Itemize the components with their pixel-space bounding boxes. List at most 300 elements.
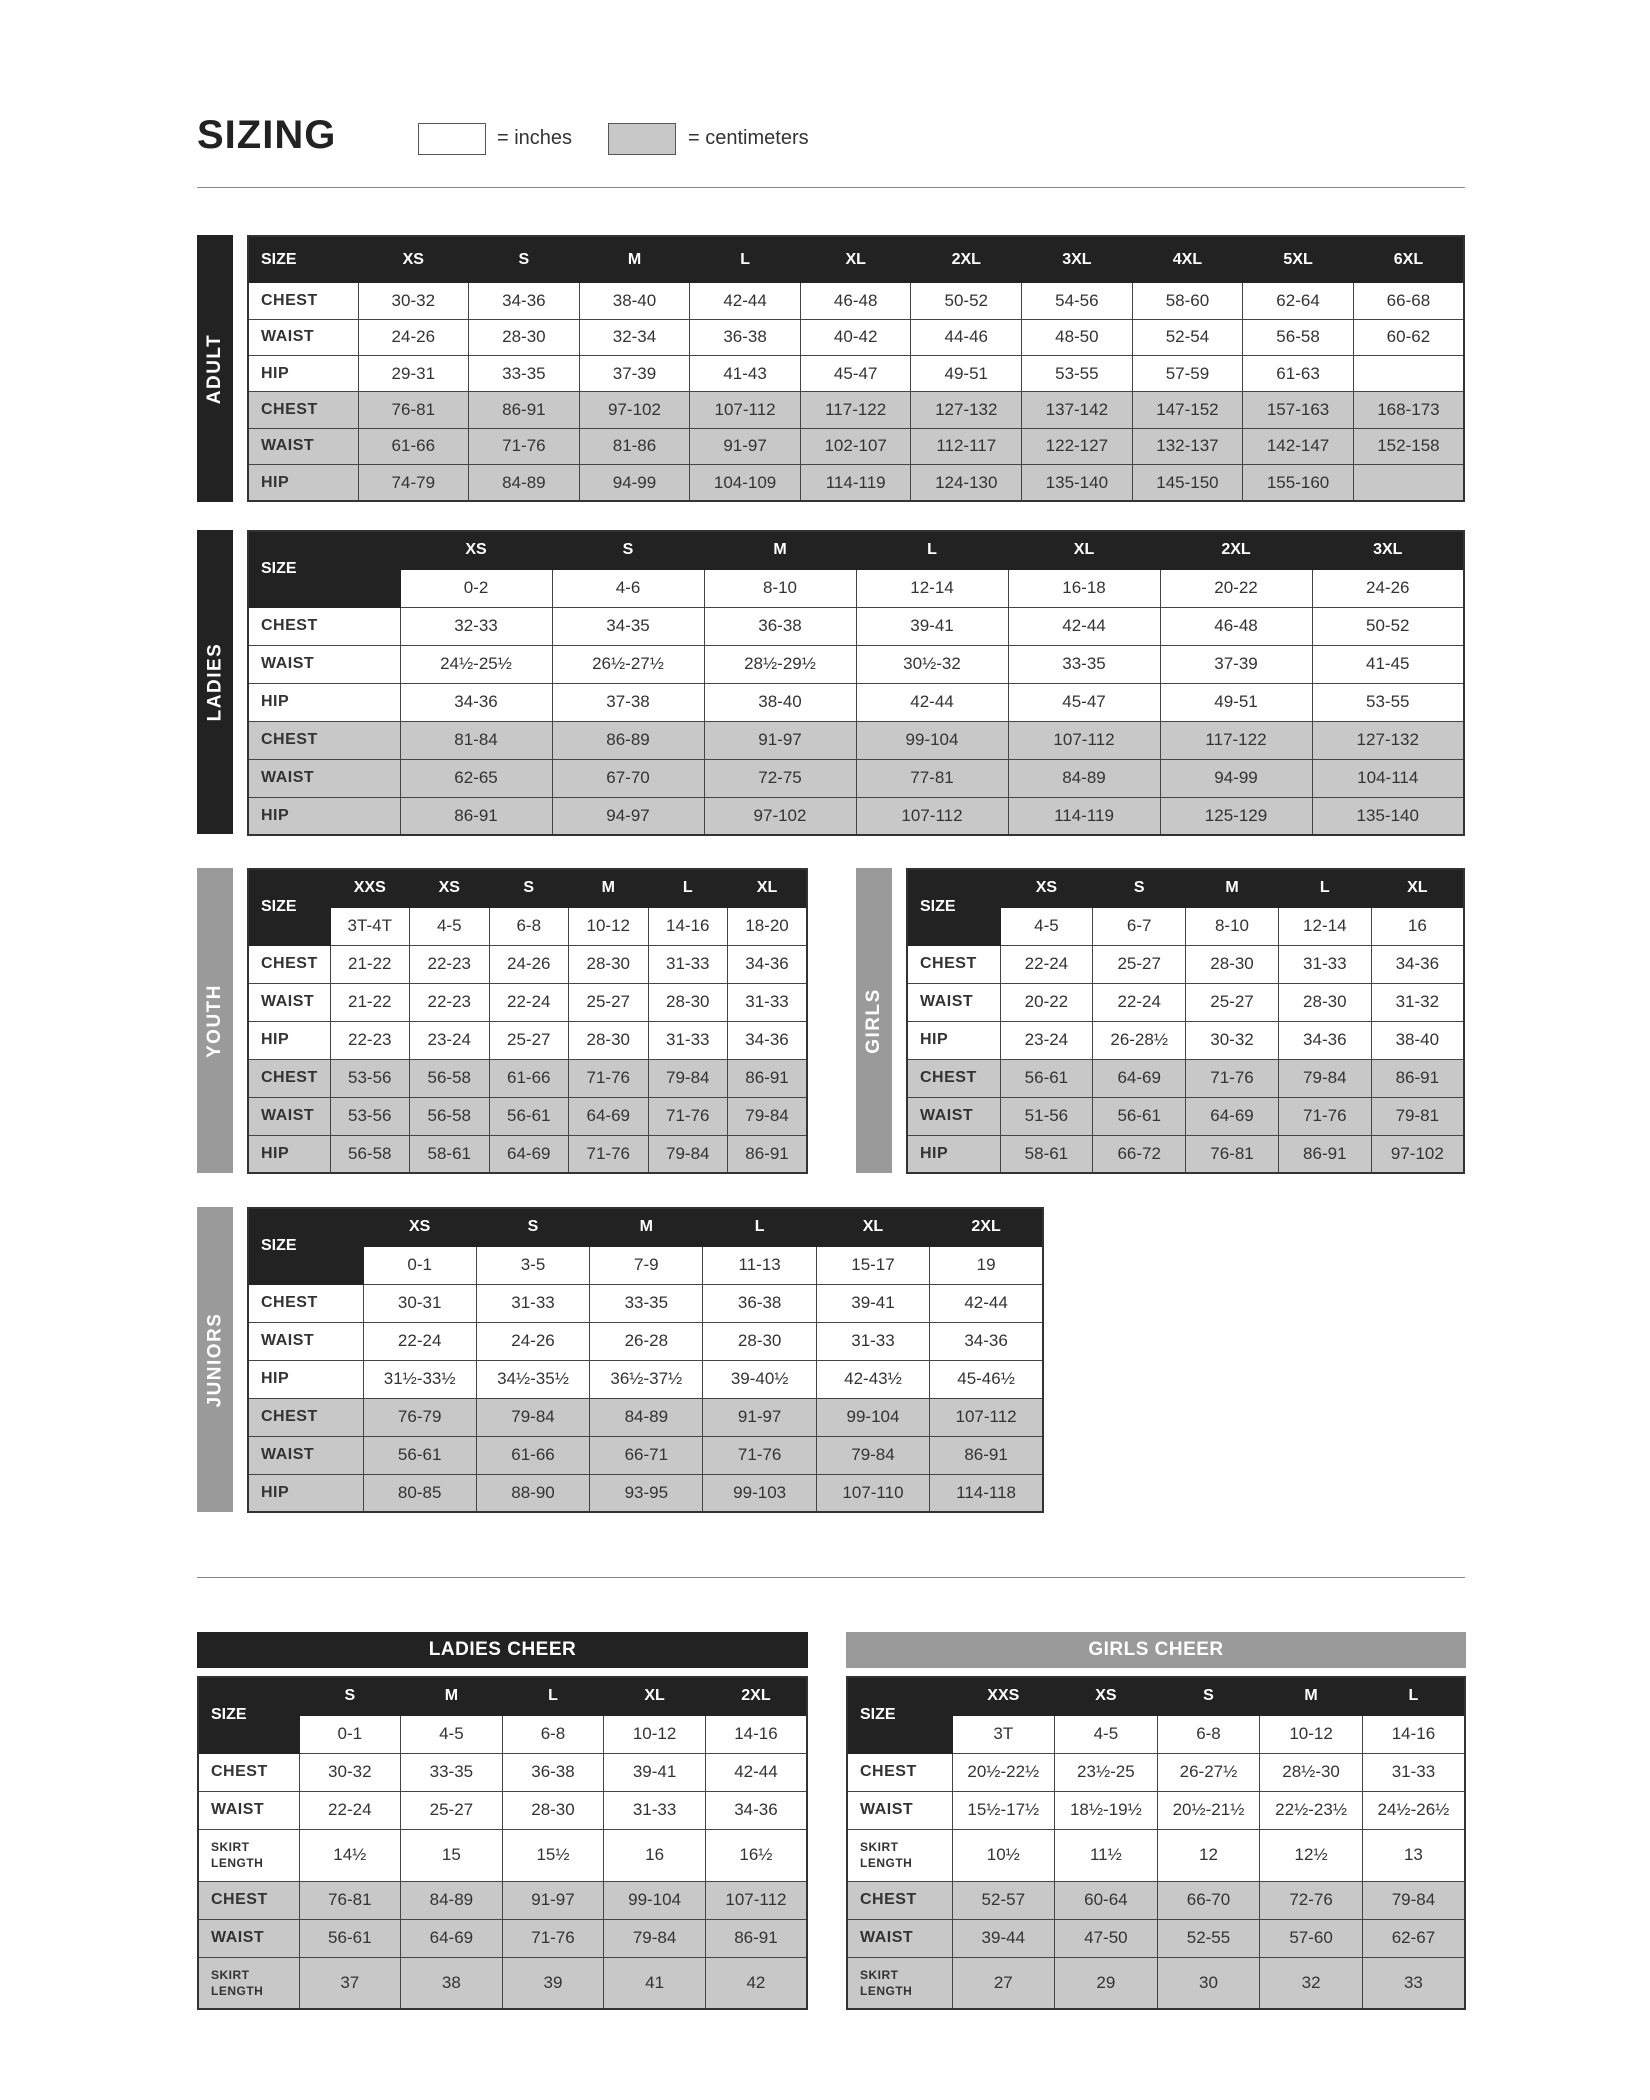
measurement-value: 41-43	[690, 355, 801, 391]
measurement-value: 77-81	[856, 759, 1008, 797]
adult-label: ADULT	[197, 235, 233, 502]
measurement-value: 12	[1157, 1829, 1260, 1881]
numeric-size-row	[248, 1246, 1043, 1284]
measurement-value: 45-46½	[930, 1360, 1043, 1398]
row-label: WAIST	[198, 1919, 299, 1957]
size-header: L	[703, 1208, 816, 1246]
measurement-row	[248, 1097, 807, 1135]
measurement-value: 84-89	[1008, 759, 1160, 797]
measurement-value	[1353, 355, 1464, 391]
numeric-size: 10-12	[604, 1715, 706, 1753]
size-header: M	[1186, 869, 1279, 907]
measurement-value: 124-130	[911, 465, 1022, 501]
row-label: HIP	[248, 797, 400, 835]
inches-swatch	[418, 123, 486, 155]
size-header: S	[469, 236, 580, 283]
numeric-size-row	[248, 907, 807, 945]
size-header: L	[1362, 1677, 1465, 1715]
measurement-row	[907, 1059, 1464, 1097]
numeric-size: 8-10	[704, 569, 856, 607]
measurement-value: 25-27	[1093, 945, 1186, 983]
numeric-size: 16	[1371, 907, 1464, 945]
centimeters-legend-label: = centimeters	[688, 127, 809, 149]
measurement-value: 168-173	[1353, 392, 1464, 428]
measurement-value: 36-38	[502, 1753, 604, 1791]
row-label: HIP	[248, 1021, 330, 1059]
measurement-value: 107-112	[1008, 721, 1160, 759]
measurement-value: 114-118	[930, 1474, 1043, 1512]
measurement-row	[907, 1021, 1464, 1059]
size-header: XXS	[330, 869, 410, 907]
measurement-value: 107-112	[690, 392, 801, 428]
measurement-row	[248, 607, 1464, 645]
measurement-value: 71-76	[502, 1919, 604, 1957]
measurement-value: 42	[705, 1957, 807, 2009]
numeric-size: 6-8	[1157, 1715, 1260, 1753]
numeric-size: 14-16	[648, 907, 728, 945]
size-header: XL	[728, 869, 808, 907]
measurement-row	[248, 1059, 807, 1097]
measurement-value: 31-33	[648, 945, 728, 983]
measurement-value: 79-84	[1362, 1881, 1465, 1919]
measurement-row	[248, 283, 1464, 319]
numeric-size: 10-12	[1260, 1715, 1363, 1753]
size-header: XS	[363, 1208, 476, 1246]
measurement-row	[248, 1322, 1043, 1360]
row-label: WAIST	[248, 1436, 363, 1474]
numeric-size: 4-5	[410, 907, 490, 945]
measurement-row	[248, 319, 1464, 355]
measurement-value: 58-61	[1000, 1135, 1093, 1173]
size-header-label: SIZE	[198, 1677, 299, 1753]
measurement-value: 56-61	[489, 1097, 569, 1135]
ladies-size-table	[247, 530, 1465, 836]
measurement-value: 56-61	[299, 1919, 401, 1957]
row-label: HIP	[248, 683, 400, 721]
measurement-value: 157-163	[1243, 392, 1354, 428]
measurement-value: 27	[952, 1957, 1055, 2009]
cheer-divider	[197, 1577, 1465, 1578]
row-label: WAIST	[248, 983, 330, 1021]
adult-section	[197, 235, 1465, 502]
measurement-value: 28-30	[502, 1791, 604, 1829]
measurement-value: 155-160	[1243, 465, 1354, 501]
measurement-value: 71-76	[703, 1436, 816, 1474]
measurement-value: 25-27	[569, 983, 649, 1021]
size-header-row	[198, 1677, 807, 1715]
row-label: CHEST	[907, 945, 1000, 983]
measurement-row	[847, 1791, 1465, 1829]
measurement-value: 107-112	[705, 1881, 807, 1919]
measurement-row	[907, 1097, 1464, 1135]
row-label: CHEST	[248, 721, 400, 759]
page-title: SIZING	[197, 113, 337, 157]
measurement-value: 26-27½	[1157, 1753, 1260, 1791]
measurement-value: 38-40	[704, 683, 856, 721]
measurement-value: 13	[1362, 1829, 1465, 1881]
measurement-value: 22-23	[410, 945, 490, 983]
size-header-label: SIZE	[847, 1677, 952, 1753]
measurement-value: 86-91	[1278, 1135, 1371, 1173]
numeric-size: 0-1	[363, 1246, 476, 1284]
row-label: CHEST	[248, 392, 358, 428]
size-header: XS	[400, 531, 552, 569]
numeric-size: 6-7	[1093, 907, 1186, 945]
measurement-value: 86-91	[930, 1436, 1043, 1474]
measurement-row	[198, 1753, 807, 1791]
size-header: L	[502, 1677, 604, 1715]
measurement-value: 91-97	[703, 1398, 816, 1436]
measurement-value: 86-91	[1371, 1059, 1464, 1097]
measurement-value: 32	[1260, 1957, 1363, 2009]
measurement-value: 15½-17½	[952, 1791, 1055, 1829]
measurement-row	[248, 1436, 1043, 1474]
measurement-value: 66-68	[1353, 283, 1464, 319]
measurement-row	[248, 1398, 1043, 1436]
measurement-value: 45-47	[800, 355, 911, 391]
measurement-value: 28-30	[703, 1322, 816, 1360]
measurement-value: 66-72	[1093, 1135, 1186, 1173]
measurement-value: 31-33	[816, 1322, 929, 1360]
measurement-row	[907, 945, 1464, 983]
size-header: 2XL	[705, 1677, 807, 1715]
measurement-value: 79-84	[604, 1919, 706, 1957]
measurement-value: 38	[401, 1957, 503, 2009]
measurement-value: 25-27	[489, 1021, 569, 1059]
measurement-value: 125-129	[1160, 797, 1312, 835]
size-header-label: SIZE	[248, 1208, 363, 1284]
row-label: WAIST	[248, 319, 358, 355]
measurement-value: 24½-26½	[1362, 1791, 1465, 1829]
measurement-value: 61-63	[1243, 355, 1354, 391]
numeric-size-row	[248, 569, 1464, 607]
measurement-value: 29-31	[358, 355, 469, 391]
measurement-value: 76-81	[299, 1881, 401, 1919]
numeric-size: 11-13	[703, 1246, 816, 1284]
size-header: S	[1157, 1677, 1260, 1715]
ladies-cheer-title: LADIES CHEER	[197, 1632, 808, 1668]
measurement-value: 26-28½	[1093, 1021, 1186, 1059]
measurement-value: 22-24	[1093, 983, 1186, 1021]
size-header: S	[299, 1677, 401, 1715]
measurement-value: 21-22	[330, 945, 410, 983]
measurement-row	[907, 983, 1464, 1021]
measurement-value: 39-41	[604, 1753, 706, 1791]
numeric-size: 20-22	[1160, 569, 1312, 607]
measurement-value: 41	[604, 1957, 706, 2009]
size-header-row	[248, 531, 1464, 569]
measurement-row	[198, 1919, 807, 1957]
row-label: SKIRT LENGTH	[198, 1829, 299, 1881]
size-header: XL	[1008, 531, 1160, 569]
girls-label: GIRLS	[856, 868, 892, 1173]
size-header-row	[248, 236, 1464, 283]
measurement-value: 54-56	[1022, 283, 1133, 319]
measurement-value: 30-32	[358, 283, 469, 319]
measurement-value: 79-84	[648, 1059, 728, 1097]
measurement-value: 62-64	[1243, 283, 1354, 319]
measurement-value: 28½-30	[1260, 1753, 1363, 1791]
measurement-row	[847, 1919, 1465, 1957]
measurement-value: 31-33	[604, 1791, 706, 1829]
measurement-value: 29	[1055, 1957, 1158, 2009]
measurement-value: 22-23	[410, 983, 490, 1021]
measurement-value: 56-61	[1000, 1059, 1093, 1097]
row-label: WAIST	[248, 1097, 330, 1135]
measurement-value: 33-35	[401, 1753, 503, 1791]
measurement-value: 34-36	[930, 1322, 1043, 1360]
numeric-size: 15-17	[816, 1246, 929, 1284]
measurement-value: 114-119	[1008, 797, 1160, 835]
measurement-value: 30-31	[363, 1284, 476, 1322]
measurement-row	[847, 1829, 1465, 1881]
numeric-size: 14-16	[705, 1715, 807, 1753]
measurement-value: 23-24	[410, 1021, 490, 1059]
measurement-value: 64-69	[489, 1135, 569, 1173]
measurement-value: 99-104	[816, 1398, 929, 1436]
size-header: S	[1093, 869, 1186, 907]
measurement-value: 41-45	[1312, 645, 1464, 683]
measurement-value: 34½-35½	[476, 1360, 589, 1398]
measurement-value: 64-69	[1186, 1097, 1279, 1135]
measurement-row	[198, 1957, 807, 2009]
measurement-value: 33-35	[469, 355, 580, 391]
measurement-value: 42-44	[690, 283, 801, 319]
girls-cheer-table	[846, 1676, 1466, 2010]
measurement-value: 79-84	[476, 1398, 589, 1436]
measurement-value: 20½-21½	[1157, 1791, 1260, 1829]
measurement-value: 84-89	[469, 465, 580, 501]
measurement-value: 52-54	[1132, 319, 1243, 355]
measurement-value: 39-40½	[703, 1360, 816, 1398]
measurement-value: 53-56	[330, 1059, 410, 1097]
measurement-value: 117-122	[1160, 721, 1312, 759]
header-divider	[197, 187, 1465, 188]
measurement-value: 28-30	[469, 319, 580, 355]
measurement-value: 79-84	[1278, 1059, 1371, 1097]
measurement-value: 56-61	[1093, 1097, 1186, 1135]
measurement-value: 52-55	[1157, 1919, 1260, 1957]
measurement-value: 33	[1362, 1957, 1465, 2009]
row-label: CHEST	[248, 945, 330, 983]
measurement-value: 25-27	[1186, 983, 1279, 1021]
measurement-value: 86-91	[728, 1135, 808, 1173]
row-label: WAIST	[248, 645, 400, 683]
row-label: SKIRT LENGTH	[847, 1957, 952, 2009]
size-header: 3XL	[1312, 531, 1464, 569]
size-header: XL	[604, 1677, 706, 1715]
measurement-row	[907, 1135, 1464, 1173]
numeric-size: 8-10	[1186, 907, 1279, 945]
measurement-value: 25-27	[401, 1791, 503, 1829]
measurement-value: 71-76	[1278, 1097, 1371, 1135]
measurement-value: 31-33	[1278, 945, 1371, 983]
measurement-value: 30	[1157, 1957, 1260, 2009]
measurement-value: 91-97	[502, 1881, 604, 1919]
measurement-value: 74-79	[358, 465, 469, 501]
measurement-value: 26-28	[590, 1322, 703, 1360]
row-label: HIP	[907, 1135, 1000, 1173]
measurement-value: 22½-23½	[1260, 1791, 1363, 1829]
measurement-value: 33-35	[1008, 645, 1160, 683]
measurement-value: 93-95	[590, 1474, 703, 1512]
measurement-value: 80-85	[363, 1474, 476, 1512]
measurement-value: 36-38	[704, 607, 856, 645]
row-label: CHEST	[198, 1881, 299, 1919]
girls-section	[856, 868, 1465, 1173]
size-header: M	[579, 236, 690, 283]
measurement-value: 152-158	[1353, 428, 1464, 464]
measurement-value: 21-22	[330, 983, 410, 1021]
measurement-value: 34-36	[728, 1021, 808, 1059]
measurement-value: 94-99	[579, 465, 690, 501]
youth-section	[197, 868, 808, 1173]
measurement-value: 37-39	[579, 355, 690, 391]
size-header: M	[1260, 1677, 1363, 1715]
measurement-value: 147-152	[1132, 392, 1243, 428]
measurement-value: 57-60	[1260, 1919, 1363, 1957]
measurement-value: 42-44	[1008, 607, 1160, 645]
measurement-row	[198, 1829, 807, 1881]
youth-size-table	[247, 868, 808, 1174]
size-header: L	[856, 531, 1008, 569]
measurement-value: 16½	[705, 1829, 807, 1881]
row-label: HIP	[248, 1135, 330, 1173]
measurement-value: 30½-32	[856, 645, 1008, 683]
measurement-value: 107-112	[930, 1398, 1043, 1436]
numeric-size: 14-16	[1362, 1715, 1465, 1753]
measurement-value: 135-140	[1312, 797, 1464, 835]
size-header: 2XL	[1160, 531, 1312, 569]
row-label: SKIRT LENGTH	[198, 1957, 299, 2009]
numeric-size: 19	[930, 1246, 1043, 1284]
juniors-label: JUNIORS	[197, 1207, 233, 1512]
numeric-size: 0-1	[299, 1715, 401, 1753]
numeric-size: 3-5	[476, 1246, 589, 1284]
measurement-value: 46-48	[1160, 607, 1312, 645]
measurement-value: 81-84	[400, 721, 552, 759]
measurement-value: 94-99	[1160, 759, 1312, 797]
ladies-section	[197, 530, 1465, 834]
measurement-value: 50-52	[1312, 607, 1464, 645]
measurement-value: 12½	[1260, 1829, 1363, 1881]
measurement-row	[248, 355, 1464, 391]
size-header-label: SIZE	[248, 869, 330, 945]
size-header-row	[248, 1208, 1043, 1246]
row-label: HIP	[248, 1360, 363, 1398]
numeric-size: 3T	[952, 1715, 1055, 1753]
measurement-value: 49-51	[1160, 683, 1312, 721]
numeric-size: 7-9	[590, 1246, 703, 1284]
measurement-value: 28-30	[569, 1021, 649, 1059]
measurement-value: 135-140	[1022, 465, 1133, 501]
measurement-value: 64-69	[569, 1097, 649, 1135]
ladies-label: LADIES	[197, 530, 233, 834]
measurement-value: 76-81	[1186, 1135, 1279, 1173]
measurement-value: 94-97	[552, 797, 704, 835]
numeric-size: 4-6	[552, 569, 704, 607]
numeric-size: 24-26	[1312, 569, 1464, 607]
measurement-value: 20½-22½	[952, 1753, 1055, 1791]
measurement-row	[248, 1135, 807, 1173]
measurement-value: 127-132	[911, 392, 1022, 428]
measurement-value: 104-114	[1312, 759, 1464, 797]
row-label: CHEST	[198, 1753, 299, 1791]
measurement-value: 127-132	[1312, 721, 1464, 759]
measurement-row	[248, 1474, 1043, 1512]
measurement-value: 32-34	[579, 319, 690, 355]
measurement-value: 66-70	[1157, 1881, 1260, 1919]
measurement-value: 36-38	[703, 1284, 816, 1322]
adult-size-table	[247, 235, 1465, 502]
row-label: SKIRT LENGTH	[847, 1829, 952, 1881]
size-header: 2XL	[930, 1208, 1043, 1246]
measurement-row	[248, 465, 1464, 501]
size-header: XS	[1055, 1677, 1158, 1715]
numeric-size: 16-18	[1008, 569, 1160, 607]
measurement-value: 24-26	[489, 945, 569, 983]
measurement-value: 132-137	[1132, 428, 1243, 464]
measurement-value: 42-44	[705, 1753, 807, 1791]
measurement-value: 66-71	[590, 1436, 703, 1474]
youth-label: YOUTH	[197, 868, 233, 1173]
measurement-row	[248, 683, 1464, 721]
measurement-row	[198, 1791, 807, 1829]
measurement-value: 107-112	[856, 797, 1008, 835]
size-header-label: SIZE	[907, 869, 1000, 945]
measurement-value: 37-38	[552, 683, 704, 721]
measurement-row	[248, 1284, 1043, 1322]
measurement-value: 58-61	[410, 1135, 490, 1173]
measurement-value: 46-48	[800, 283, 911, 319]
measurement-value: 38-40	[1371, 1021, 1464, 1059]
measurement-value: 71-76	[469, 428, 580, 464]
measurement-value: 53-56	[330, 1097, 410, 1135]
measurement-value: 22-24	[489, 983, 569, 1021]
measurement-value: 28-30	[648, 983, 728, 1021]
size-header: XS	[410, 869, 490, 907]
measurement-value: 67-70	[552, 759, 704, 797]
measurement-value: 34-36	[469, 283, 580, 319]
measurement-value: 10½	[952, 1829, 1055, 1881]
row-label: WAIST	[198, 1791, 299, 1829]
measurement-value: 145-150	[1132, 465, 1243, 501]
measurement-value: 24½-25½	[400, 645, 552, 683]
measurement-value: 61-66	[489, 1059, 569, 1097]
measurement-value: 24-26	[476, 1322, 589, 1360]
measurement-value: 31-33	[728, 983, 808, 1021]
measurement-value: 34-36	[705, 1791, 807, 1829]
measurement-value: 28½-29½	[704, 645, 856, 683]
measurement-value: 30-32	[1186, 1021, 1279, 1059]
measurement-value: 72-75	[704, 759, 856, 797]
measurement-value: 31½-33½	[363, 1360, 476, 1398]
measurement-value: 71-76	[569, 1135, 649, 1173]
size-header: XL	[1371, 869, 1464, 907]
size-header-label: SIZE	[248, 531, 400, 607]
size-header: S	[476, 1208, 589, 1246]
measurement-value: 81-86	[579, 428, 690, 464]
size-header: S	[552, 531, 704, 569]
measurement-value: 51-56	[1000, 1097, 1093, 1135]
measurement-value: 58-60	[1132, 283, 1243, 319]
numeric-size: 18-20	[728, 907, 808, 945]
row-label: WAIST	[847, 1791, 952, 1829]
measurement-value: 60-62	[1353, 319, 1464, 355]
measurement-value: 15½	[502, 1829, 604, 1881]
size-header: L	[648, 869, 728, 907]
measurement-value: 37-39	[1160, 645, 1312, 683]
